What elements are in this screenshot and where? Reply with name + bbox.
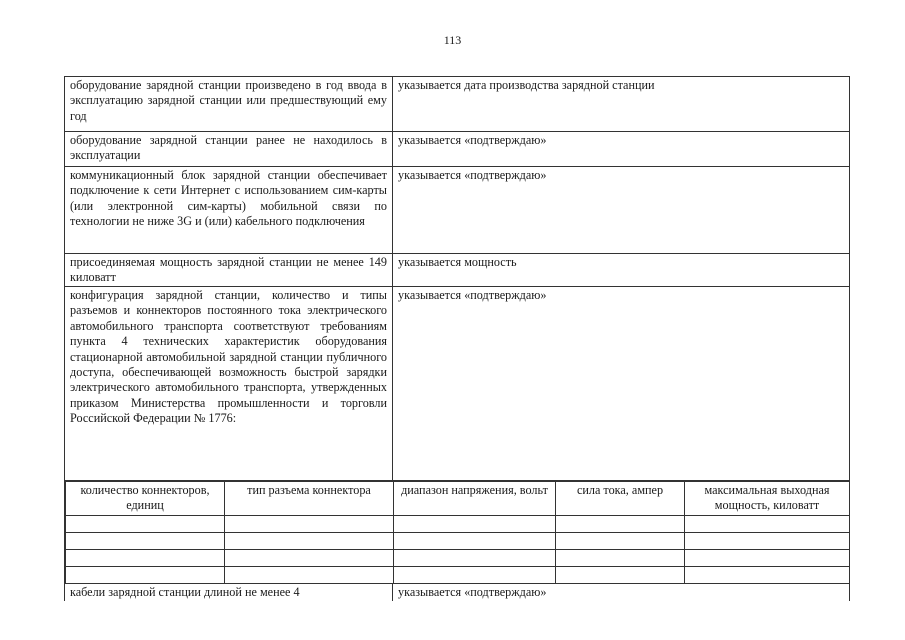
empty-cell	[394, 550, 556, 567]
connector-empty-row	[66, 550, 850, 567]
connector-subtable-cell	[65, 481, 850, 584]
instruction-text: указывается «подтверждаю»	[393, 167, 850, 254]
instruction-text: указывается «подтверждаю»	[393, 287, 850, 481]
column-header-voltage: диапазон напряжения, вольт	[394, 482, 556, 516]
empty-cell	[66, 533, 225, 550]
requirement-text: конфигурация зарядной станции, количество и типы разъемов и коннекторов постоянного тока электрического автомобильного транспорта соответствуют требованиям пункта 4 технических характеристик оборудования стационарной автомобильной зарядной станции публичного доступа, обеспечивающей возможность быстрой зарядки электрического автомобильного транспорта, утвержденных приказом Министерства промышленности и торговли Российской Федерации № 1776:	[65, 287, 393, 481]
empty-cell	[556, 533, 685, 550]
connector-table	[65, 481, 849, 583]
empty-cell	[394, 567, 556, 584]
table-row	[65, 167, 850, 254]
instruction-text: указывается мощность	[393, 254, 850, 287]
table-row	[65, 77, 850, 132]
empty-cell	[225, 550, 394, 567]
empty-cell	[685, 516, 850, 533]
requirements-table	[64, 76, 850, 601]
connector-empty-row	[66, 533, 850, 550]
requirement-text: кабели зарядной станции длиной не менее 4	[65, 584, 393, 601]
empty-cell	[66, 567, 225, 584]
empty-cell	[556, 516, 685, 533]
table-row	[65, 287, 850, 481]
connector-subtable-row	[65, 481, 850, 584]
requirement-text: оборудование зарядной станции ранее не находилось в эксплуатации	[65, 132, 393, 167]
column-header-power: максимальная выходная мощность, киловатт	[685, 482, 850, 516]
connector-empty-row	[66, 516, 850, 533]
connector-header-row	[66, 482, 850, 516]
table-row	[65, 584, 850, 601]
page-number: 113	[443, 33, 462, 47]
empty-cell	[225, 516, 394, 533]
empty-cell	[225, 567, 394, 584]
empty-cell	[225, 533, 394, 550]
empty-cell	[685, 550, 850, 567]
empty-cell	[66, 550, 225, 567]
instruction-text: указывается дата производства зарядной станции	[393, 77, 850, 132]
column-header-type: тип разъема коннектора	[225, 482, 394, 516]
empty-cell	[685, 567, 850, 584]
empty-cell	[394, 533, 556, 550]
instruction-text: указывается «подтверждаю»	[393, 132, 850, 167]
column-header-current: сила тока, ампер	[556, 482, 685, 516]
empty-cell	[394, 516, 556, 533]
table-row	[65, 132, 850, 167]
table-row	[65, 254, 850, 287]
empty-cell	[66, 516, 225, 533]
column-header-count: количество коннекторов, единиц	[66, 482, 225, 516]
empty-cell	[685, 533, 850, 550]
empty-cell	[556, 550, 685, 567]
instruction-text: указывается «подтверждаю»	[393, 584, 850, 601]
requirement-text: оборудование зарядной станции произведено в год ввода в эксплуатацию зарядной станции или предшествующий ему год	[65, 77, 393, 132]
requirement-text: коммуникационный блок зарядной станции обеспечивает подключение к сети Интернет с использованием сим-карты (или электронной сим-карты) мобильной связи по технологии не ниже 3G и (или) кабельного подключения	[65, 167, 393, 254]
requirement-text: присоединяемая мощность зарядной станции не менее 149 киловатт	[65, 254, 393, 287]
connector-empty-row	[66, 567, 850, 584]
empty-cell	[556, 567, 685, 584]
